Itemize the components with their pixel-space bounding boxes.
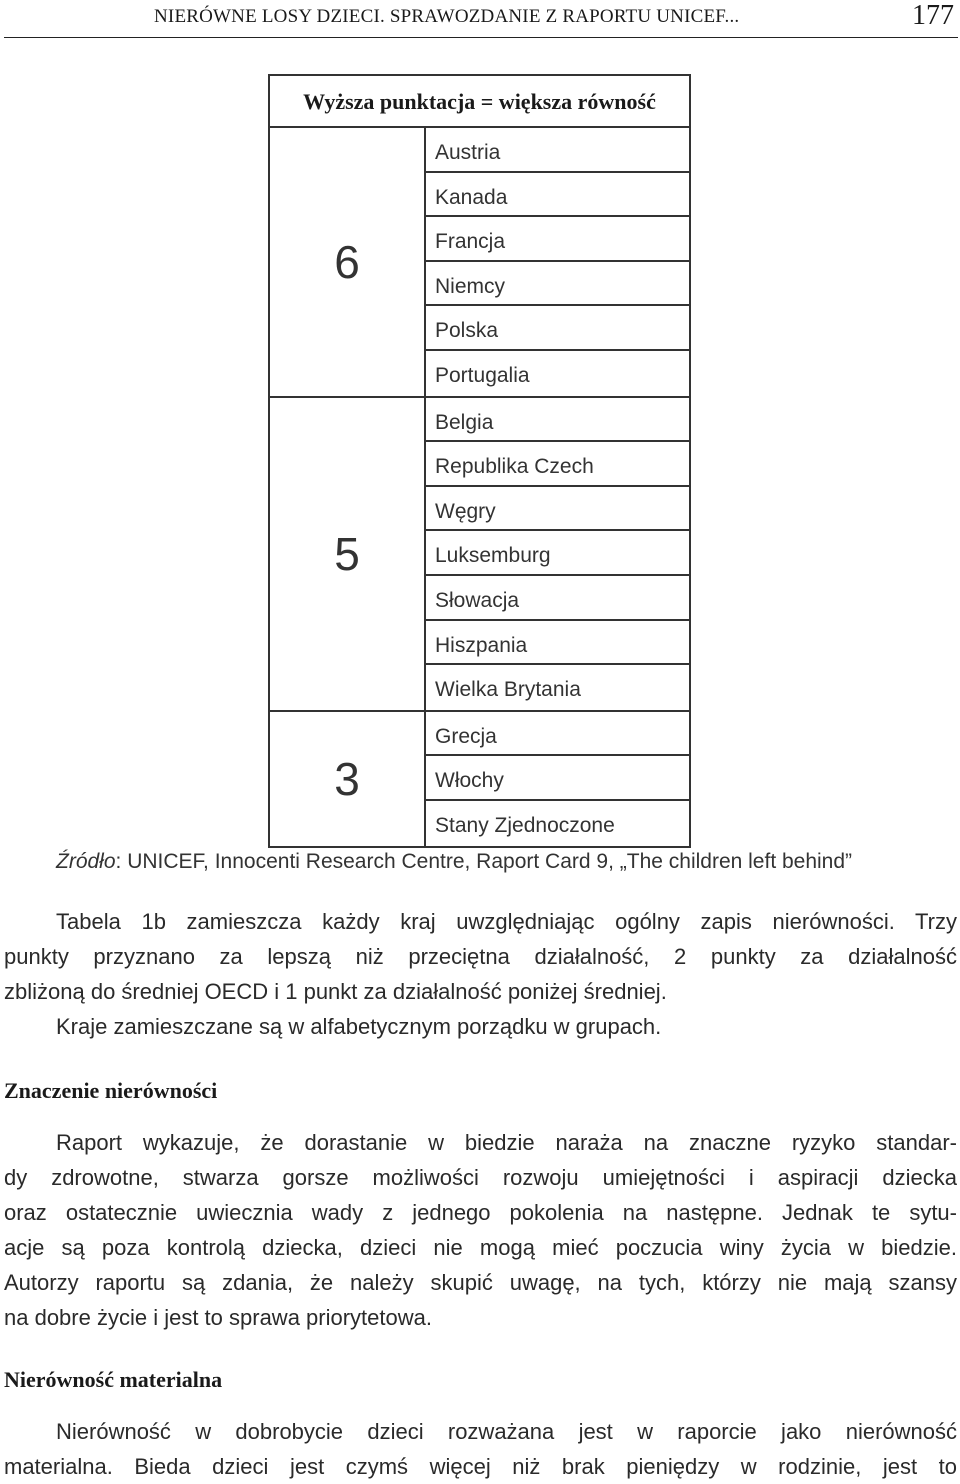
text-line: Kraje zamieszczane są w alfabetycznym porządku w grupach. xyxy=(56,1014,662,1039)
score-cell: 3 xyxy=(270,712,426,846)
paragraph-table-description xyxy=(4,904,957,1044)
country-cell: Włochy xyxy=(426,756,689,801)
country-cell: Słowacja xyxy=(426,576,689,621)
country-cell: Niemcy xyxy=(426,262,689,307)
text-line: acje są poza kontrolą dziecka, dzieci nie mogą mieć poczucia winy życia w biedzie. xyxy=(4,1235,957,1260)
source-label: Źródło xyxy=(56,850,116,873)
text-line: dy zdrowotne, stwarza gorsze możliwości rozwoju umiejętności i aspiracji dziecka xyxy=(4,1165,957,1190)
page-number: 177 xyxy=(912,0,954,31)
country-cell: Portugalia xyxy=(435,363,530,387)
running-head: NIERÓWNE LOSY DZIECI. SPRAWOZDANIE Z RAPORTU UNICEF... xyxy=(154,6,740,27)
header-rule xyxy=(4,37,958,38)
country-cell: Hiszpania xyxy=(426,621,689,666)
text-line: materialna. Bieda dzieci jest czymś więcej niż brak pieniędzy w rodzinie, jest to xyxy=(4,1454,957,1479)
page-header xyxy=(0,0,960,40)
country-cell: Luksemburg xyxy=(426,531,689,576)
country-list xyxy=(426,712,689,846)
text-line: na dobre życie i jest to sprawa priorytetowa. xyxy=(4,1305,432,1330)
country-cell: Belgia xyxy=(426,398,689,443)
score-group-5 xyxy=(270,398,689,712)
country-cell: Stany Zjednoczone xyxy=(435,813,615,837)
text-line: Tabela 1b zamieszcza każdy kraj uwzględniając ogólny zapis nierówności. Trzy xyxy=(56,909,957,934)
table-source-note xyxy=(56,850,852,874)
country-cell: Francja xyxy=(426,217,689,262)
country-cell: Polska xyxy=(426,306,689,351)
section-heading: Nierówność materialna xyxy=(4,1367,223,1392)
score-group-3 xyxy=(270,712,689,846)
country-list xyxy=(426,128,689,396)
table-title: Wyższa punktacja = większa równość xyxy=(270,76,689,128)
section-heading: Znaczenie nierówności xyxy=(4,1078,218,1103)
score-cell: 5 xyxy=(270,398,426,710)
country-cell: Wielka Brytania xyxy=(435,678,581,702)
source-text: : UNICEF, Innocenti Research Centre, Raport Card 9, „The children left behind” xyxy=(115,850,853,873)
text-line: Nierówność w dobrobycie dzieci rozważana jest w raporcie jako nierówność xyxy=(56,1419,957,1444)
paragraph-material-inequality xyxy=(4,1414,957,1484)
equality-score-table xyxy=(268,74,691,848)
score-cell: 6 xyxy=(270,128,426,396)
text-line: Autorzy raportu są zdania, że należy skupić uwagę, na tych, którzy nie mają szansy xyxy=(4,1270,957,1295)
paragraph-inequality-meaning xyxy=(4,1125,957,1335)
text-line: Raport wykazuje, że dorastanie w biedzie naraża na znaczne ryzyko standar- xyxy=(56,1130,957,1155)
score-group-6 xyxy=(270,128,689,398)
text-line: punkty przyznano za lepszą niż przeciętna działalność, 2 punkty za działalność xyxy=(4,944,957,969)
text-line: oraz ostatecznie uwiecznia wady z jednego pokolenia na następne. Jednak te sytu- xyxy=(4,1200,957,1225)
country-cell: Austria xyxy=(426,128,689,173)
country-cell: Republika Czech xyxy=(426,442,689,487)
country-cell: Grecja xyxy=(426,712,689,757)
text-line: zbliżoną do średniej OECD i 1 punkt za działalność poniżej średniej. xyxy=(4,979,667,1004)
country-cell: Węgry xyxy=(426,487,689,532)
country-list xyxy=(426,398,689,710)
country-cell: Kanada xyxy=(426,173,689,218)
